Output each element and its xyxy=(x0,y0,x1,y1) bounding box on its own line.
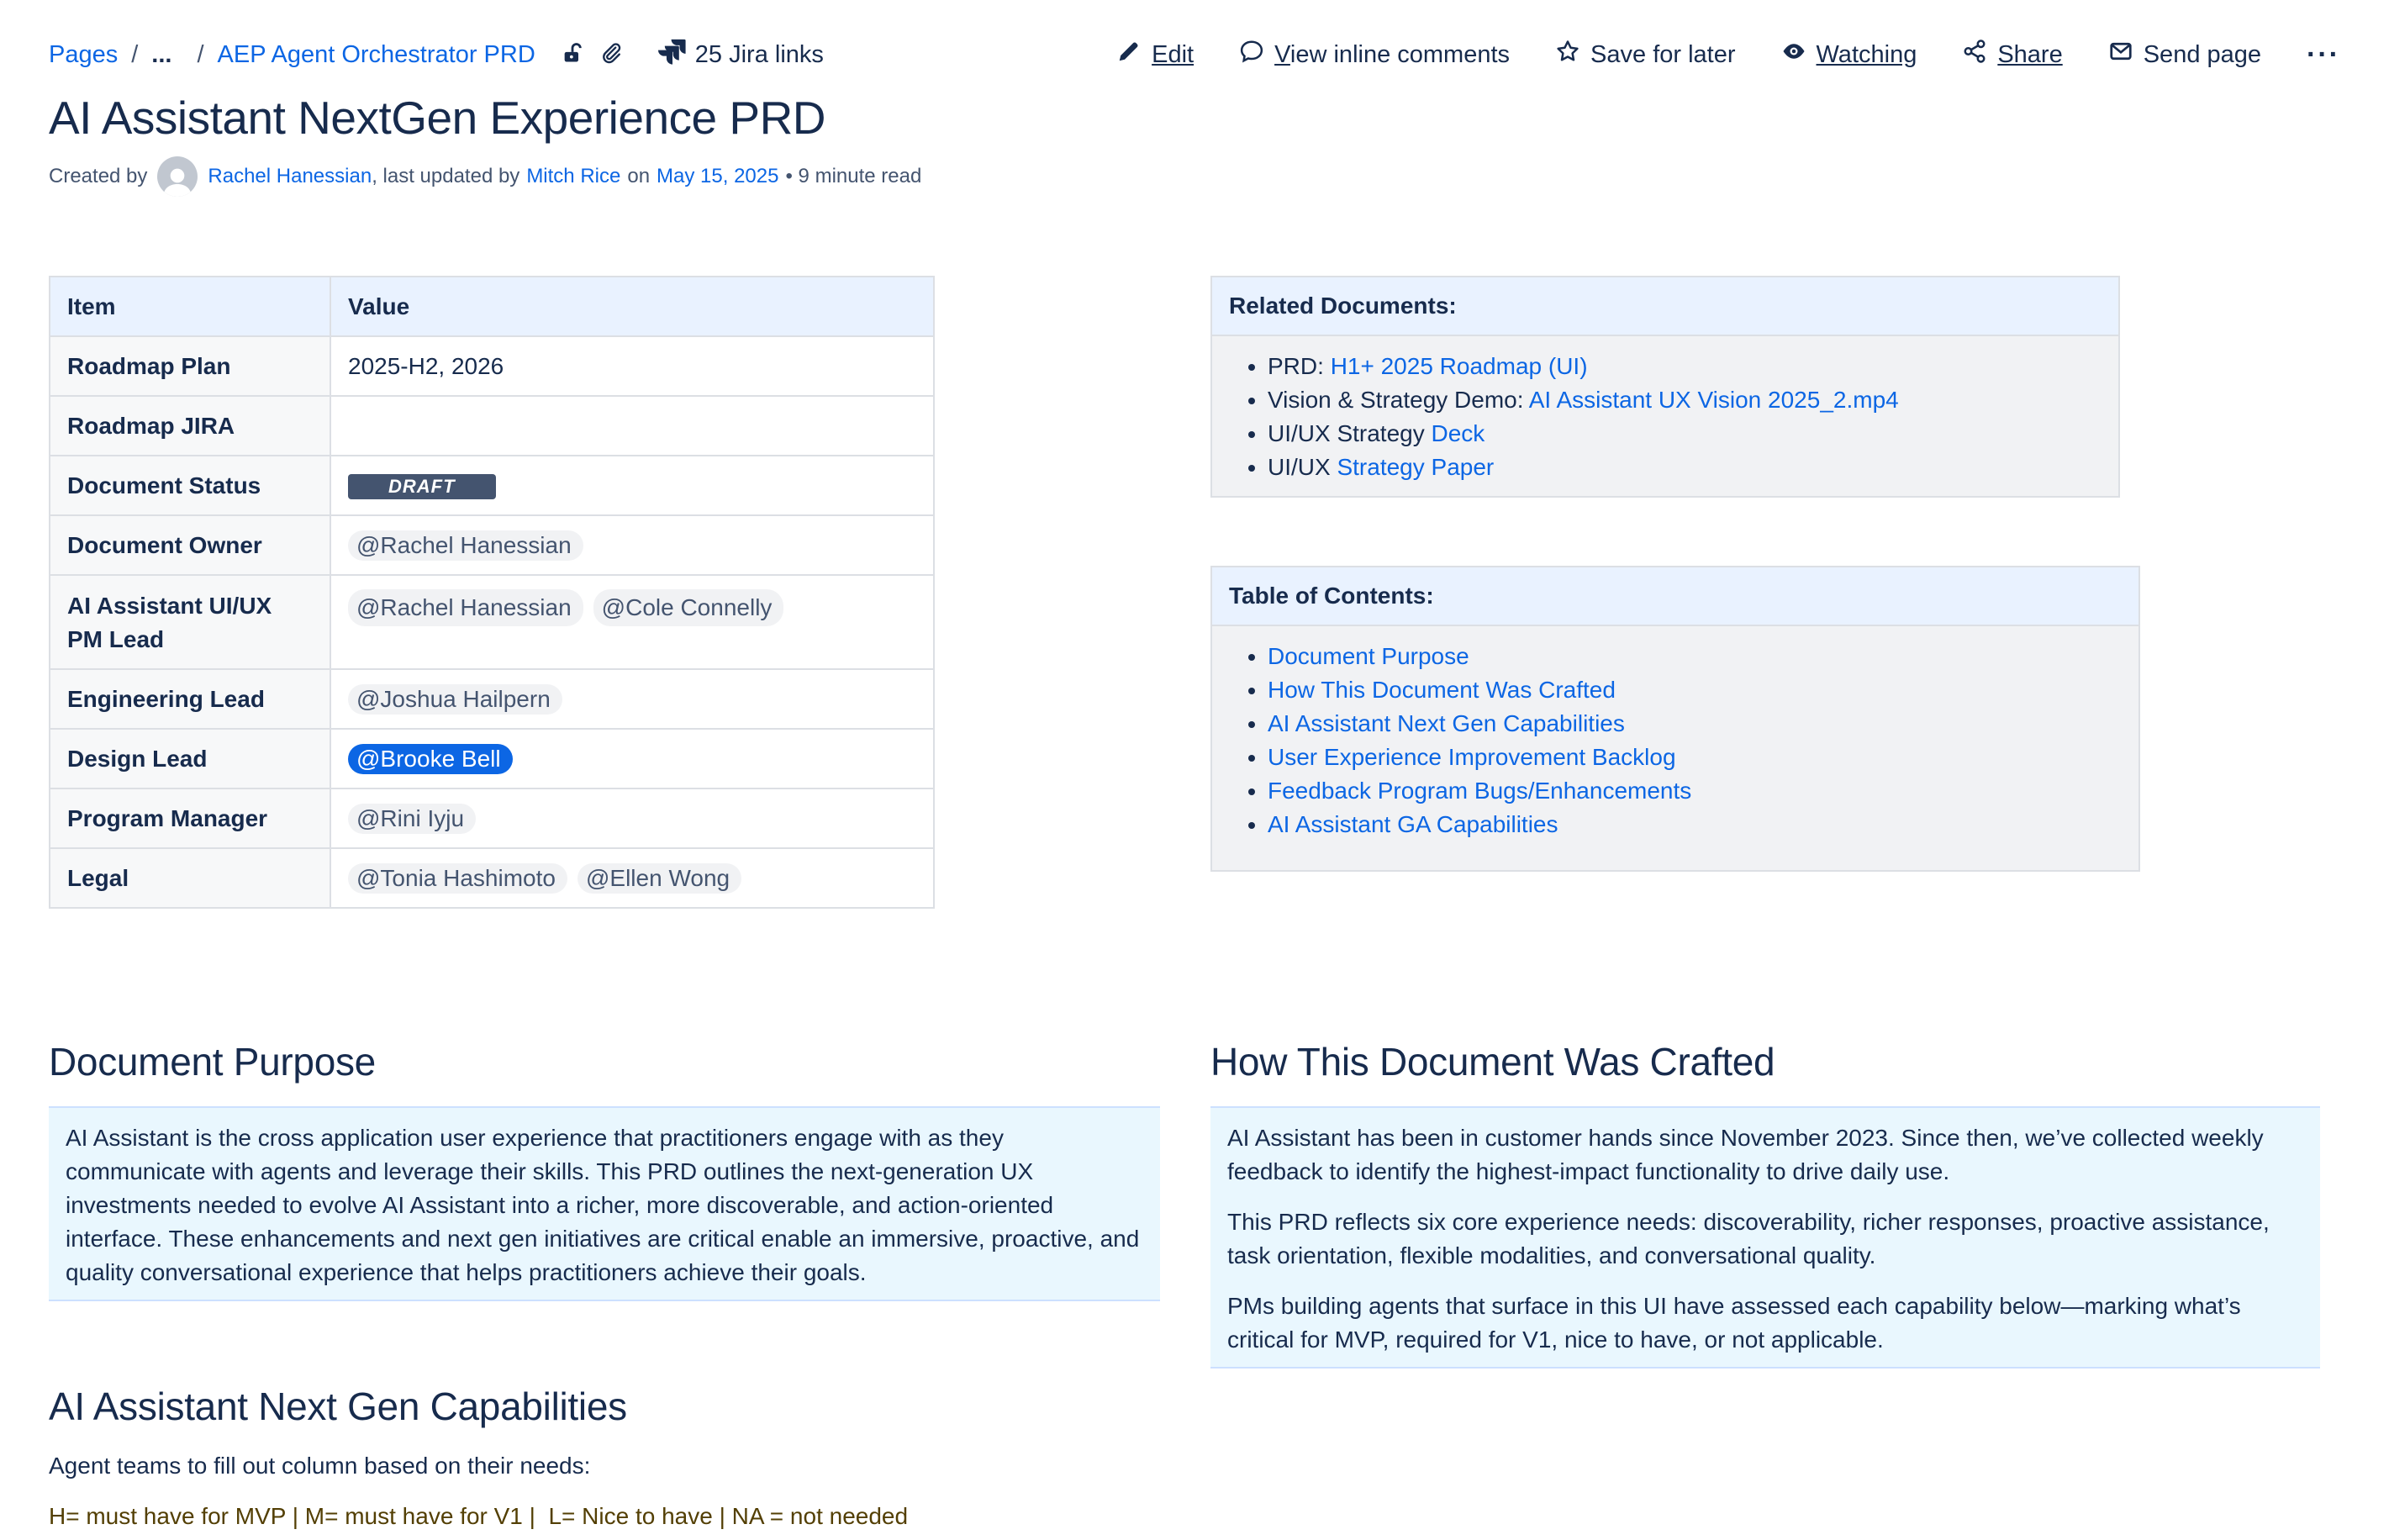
jira-links-button[interactable] xyxy=(658,37,824,72)
how-crafted-paragraph: AI Assistant has been in customer hands since November 2023. Since then, we’ve collected weekly feedback to identify the highest-impact functionality to drive daily use. xyxy=(1227,1125,2264,1184)
toc-link[interactable]: How This Document Was Crafted xyxy=(1268,677,1616,703)
table-row xyxy=(50,336,934,396)
list-item: • UI/UX Strategy Paper xyxy=(1268,451,2118,484)
page-title: AI Assistant NextGen Experience PRD xyxy=(49,92,826,144)
send-page-button[interactable] xyxy=(2108,39,2261,71)
comment-icon xyxy=(1239,39,1264,71)
table-of-contents-title: Table of Contents: xyxy=(1212,567,2138,626)
document-purpose-panel xyxy=(49,1106,1160,1301)
breadcrumb-separator: / xyxy=(197,40,204,68)
view-inline-comments-button[interactable] xyxy=(1239,39,1510,71)
more-icon: ··· xyxy=(2307,38,2340,71)
table-row xyxy=(50,396,934,456)
table-row xyxy=(50,788,934,848)
avatar[interactable] xyxy=(157,156,198,197)
edit-label: Edit xyxy=(1152,40,1194,68)
user-mention[interactable]: @Rachel Hanessian xyxy=(348,589,583,626)
breadcrumb-parent[interactable]: AEP Agent Orchestrator PRD xyxy=(217,40,535,68)
row-key: Document Owner xyxy=(50,515,330,575)
status-badge: DRAFT xyxy=(348,474,496,499)
related-doc-link[interactable]: AI Assistant UX Vision 2025_2.mp4 xyxy=(1528,387,1899,413)
user-mention[interactable]: @Rini Iyju xyxy=(348,804,476,834)
document-purpose-heading: Document Purpose xyxy=(49,1040,376,1084)
table-of-contents-panel xyxy=(1210,566,2140,872)
table-row xyxy=(50,456,934,515)
row-key: Legal xyxy=(50,848,330,908)
created-by-label: Created by xyxy=(49,165,148,187)
unlock-icon[interactable] xyxy=(561,41,584,69)
breadcrumb-ellipsis[interactable]: ... xyxy=(151,40,172,68)
toc-link[interactable]: Feedback Program Bugs/Enhancements xyxy=(1268,778,1692,804)
view-inline-comments-label: View inline comments xyxy=(1274,40,1511,68)
send-page-label: Send page xyxy=(2143,40,2262,68)
related-documents-title: Related Documents: xyxy=(1212,277,2118,336)
read-time: • 9 minute read xyxy=(785,165,922,187)
updater-link[interactable]: Mitch Rice xyxy=(526,165,621,187)
column-header-item: Item xyxy=(50,277,330,336)
how-crafted-paragraph: PMs building agents that surface in this UI have assessed each capability below—marking what’s critical for MVP, required for V1, nice to have, or not applicable. xyxy=(1227,1293,2241,1353)
toc-link[interactable]: User Experience Improvement Backlog xyxy=(1268,744,1676,770)
table-of-contents-list xyxy=(1212,626,2138,841)
envelope-icon xyxy=(2108,39,2133,71)
document-info-table xyxy=(49,276,935,909)
toc-link[interactable]: Document Purpose xyxy=(1268,643,1469,669)
table-row xyxy=(50,575,934,669)
how-crafted-paragraph: This PRD reflects six core experience needs: discoverability, richer responses, proactive assistance, task orientation, flexible modalities, and conversational quality. xyxy=(1227,1209,2270,1268)
user-mention[interactable]: @Rachel Hanessian xyxy=(348,530,583,561)
jira-links-label: 25 Jira links xyxy=(694,40,824,68)
breadcrumb xyxy=(49,41,535,69)
toc-link[interactable]: AI Assistant GA Capabilities xyxy=(1268,811,1558,837)
jira-icon xyxy=(658,37,687,72)
page-icons xyxy=(561,41,623,69)
share-icon xyxy=(1962,39,1987,71)
row-key: Engineering Lead xyxy=(50,669,330,729)
row-value xyxy=(330,669,934,729)
watching-label: Watching xyxy=(1816,40,1917,68)
user-mention[interactable]: @Joshua Hailpern xyxy=(348,684,562,715)
author-link[interactable]: Rachel Hanessian xyxy=(208,165,372,187)
list-item xyxy=(1268,741,2138,774)
list-item xyxy=(1268,640,2138,673)
save-for-later-label: Save for later xyxy=(1590,40,1736,68)
capabilities-heading: AI Assistant Next Gen Capabilities xyxy=(49,1384,627,1428)
breadcrumb-pages[interactable]: Pages xyxy=(49,40,119,68)
table-row xyxy=(50,848,934,908)
on-label: on xyxy=(627,165,651,187)
list-item xyxy=(1268,707,2138,741)
row-value[interactable] xyxy=(330,396,934,456)
list-item: • UI/UX Strategy Deck xyxy=(1268,417,2118,451)
attachment-icon[interactable] xyxy=(599,41,623,69)
row-key: Roadmap Plan xyxy=(50,336,330,396)
page-actions xyxy=(1116,34,2340,76)
table-header-row xyxy=(50,277,934,336)
watching-button[interactable] xyxy=(1781,39,1917,71)
toc-link[interactable]: AI Assistant Next Gen Capabilities xyxy=(1268,710,1625,736)
how-crafted-panel xyxy=(1210,1106,2320,1369)
list-item xyxy=(1268,673,2138,707)
row-key: Program Manager xyxy=(50,788,330,848)
eye-icon xyxy=(1781,39,1806,71)
row-value xyxy=(330,729,934,788)
row-value xyxy=(330,515,934,575)
related-documents-panel xyxy=(1210,276,2120,498)
how-crafted-heading: How This Document Was Crafted xyxy=(1210,1040,1775,1084)
row-key: Design Lead xyxy=(50,729,330,788)
document-purpose-text: AI Assistant is the cross application user experience that practitioners engage with as they communicate with agents and leverage their skills. This PRD outlines the next-generation UX investments needed to evolve AI Assistant into a richer, more discoverable, and action-oriented interface. These enhancements and next gen initiatives are critical enable an immersive, proactive, and quality conversational experience that helps practitioners achieve their goals. xyxy=(66,1125,1140,1285)
share-button[interactable] xyxy=(1962,39,2062,71)
row-value xyxy=(330,575,934,669)
capabilities-intro: Agent teams to fill out column based on their needs: xyxy=(49,1453,591,1479)
row-value xyxy=(330,848,934,908)
edit-button[interactable] xyxy=(1116,39,1194,71)
user-mention[interactable]: @Cole Connelly xyxy=(593,589,784,626)
list-item xyxy=(1268,774,2138,808)
row-value xyxy=(330,788,934,848)
row-key: Document Status xyxy=(50,456,330,515)
capabilities-legend: H= must have for MVP | M= must have for V1 | L= Nice to have | NA = not needed xyxy=(49,1503,909,1529)
row-value: 2025-H2, 2026 xyxy=(330,336,934,396)
star-icon xyxy=(1555,39,1580,71)
user-mention[interactable]: @Tonia Hashimoto xyxy=(348,863,567,894)
save-for-later-button[interactable] xyxy=(1555,39,1735,71)
list-item: • PRD: H1+ 2025 Roadmap (UI) xyxy=(1268,350,2118,383)
user-mention[interactable]: @Brooke Bell xyxy=(348,744,513,774)
related-doc-link[interactable]: Deck xyxy=(1431,420,1485,446)
list-item xyxy=(1268,808,2138,841)
table-row xyxy=(50,669,934,729)
updated-by-label: , last updated by xyxy=(372,165,520,187)
related-documents-list xyxy=(1212,336,2118,484)
table-row xyxy=(50,515,934,575)
user-mention[interactable]: @Ellen Wong xyxy=(577,863,741,894)
breadcrumb-separator: / xyxy=(131,40,139,68)
more-actions-button[interactable] xyxy=(2307,39,2340,71)
column-header-value: Value xyxy=(330,277,934,336)
byline xyxy=(49,156,921,197)
pencil-icon xyxy=(1116,39,1142,71)
list-item: • Vision & Strategy Demo: AI Assistant UX Vision 2025_2.mp4 xyxy=(1268,383,2118,417)
row-value xyxy=(330,456,934,515)
related-doc-link[interactable]: Strategy Paper xyxy=(1337,454,1495,480)
table-row xyxy=(50,729,934,788)
top-bar xyxy=(49,34,2340,76)
share-label: Share xyxy=(1997,40,2063,68)
row-key: AI Assistant UI/UX PM Lead xyxy=(50,575,330,669)
row-key: Roadmap JIRA xyxy=(50,396,330,456)
updated-date-link[interactable]: May 15, 2025 xyxy=(657,165,779,187)
related-doc-link[interactable]: H1+ 2025 Roadmap (UI) xyxy=(1330,353,1588,379)
